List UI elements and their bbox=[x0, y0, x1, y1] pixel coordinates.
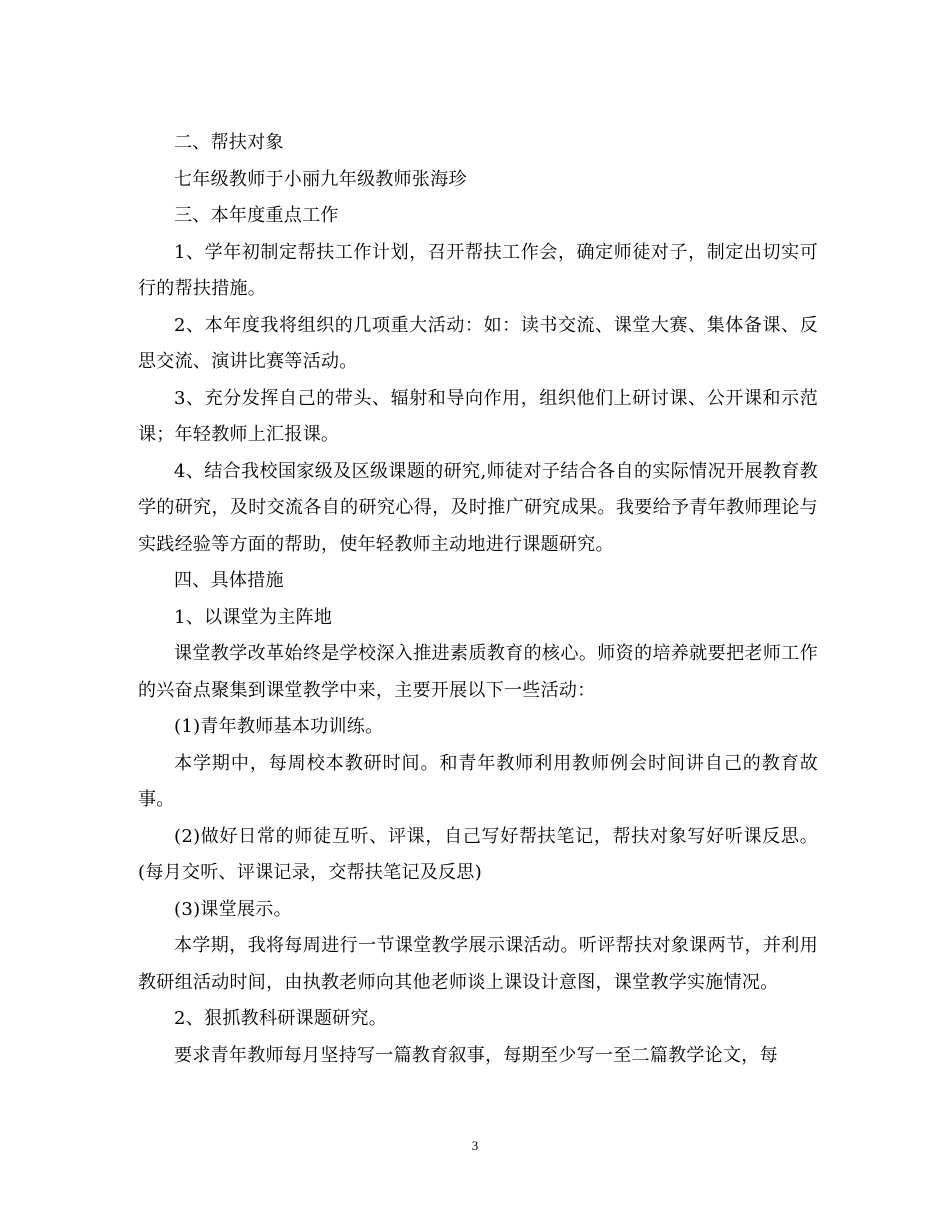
section-heading-key-work: 三、本年度重点工作 bbox=[174, 205, 339, 226]
paragraph: (3)课堂展示。 bbox=[174, 898, 292, 920]
paragraph: 课堂教学改革始终是学校深入推进素质教育的核心。师资的培养就要把老师工作的兴奋点聚集到课堂教学中来，主要开展以下一些活动： bbox=[138, 643, 818, 701]
paragraph: 要求青年教师每月坚持写一篇教育叙事，每期至少写一至二篇教学论文，每 bbox=[174, 1044, 778, 1066]
paragraph: 2、本年度我将组织的几项重大活动：如：读书交流、课堂大赛、集体备课、反思交流、演讲比赛等活动。 bbox=[138, 314, 818, 372]
paragraph: 2、狠抓教科研课题研究。 bbox=[174, 1008, 388, 1029]
page-number: 3 bbox=[471, 1138, 479, 1153]
paragraph: 1、以课堂为主阵地 bbox=[174, 606, 333, 628]
paragraph: 3、充分发挥自己的带头、辐射和导向作用，组织他们上研讨课、公开课和示范课；年轻教师上汇报课。 bbox=[138, 387, 818, 445]
paragraph: 4、结合我校国家级及区级课题的研究,师徒对子结合各自的实际情况开展教育教学的研究，及时交流各自的研究心得，及时推广研究成果。我要给予青年教师理论与实践经验等方面的帮助，使年轻教师主动地进行课题研究。 bbox=[138, 460, 818, 555]
document-body bbox=[138, 125, 818, 1074]
paragraph: (1)青年教师基本功训练。 bbox=[174, 716, 384, 737]
paragraph: 七年级教师于小丽九年级教师张海珍 bbox=[174, 168, 467, 190]
section-heading-measures: 四、具体措施 bbox=[174, 570, 284, 591]
paragraph: 本学期，我将每周进行一节课堂教学展示课活动。听评帮扶对象课两节，并利用教研组活动时间，由执教老师向其他老师谈上课设计意图，课堂教学实施情况。 bbox=[138, 935, 818, 993]
paragraph: 本学期中，每周校本教研时间。和青年教师利用教师例会时间讲自己的教育故事。 bbox=[138, 752, 818, 810]
paragraph: 1、学年初制定帮扶工作计划，召开帮扶工作会，确定师徒对子，制定出切实可行的帮扶措施。 bbox=[138, 241, 818, 299]
paragraph: (2)做好日常的师徒互听、评课，自己写好帮扶笔记，帮扶对象写好听课反思。(每月交听、评课记录，交帮扶笔记及反思) bbox=[138, 825, 818, 883]
section-heading-assistance-targets: 二、帮扶对象 bbox=[174, 132, 284, 153]
